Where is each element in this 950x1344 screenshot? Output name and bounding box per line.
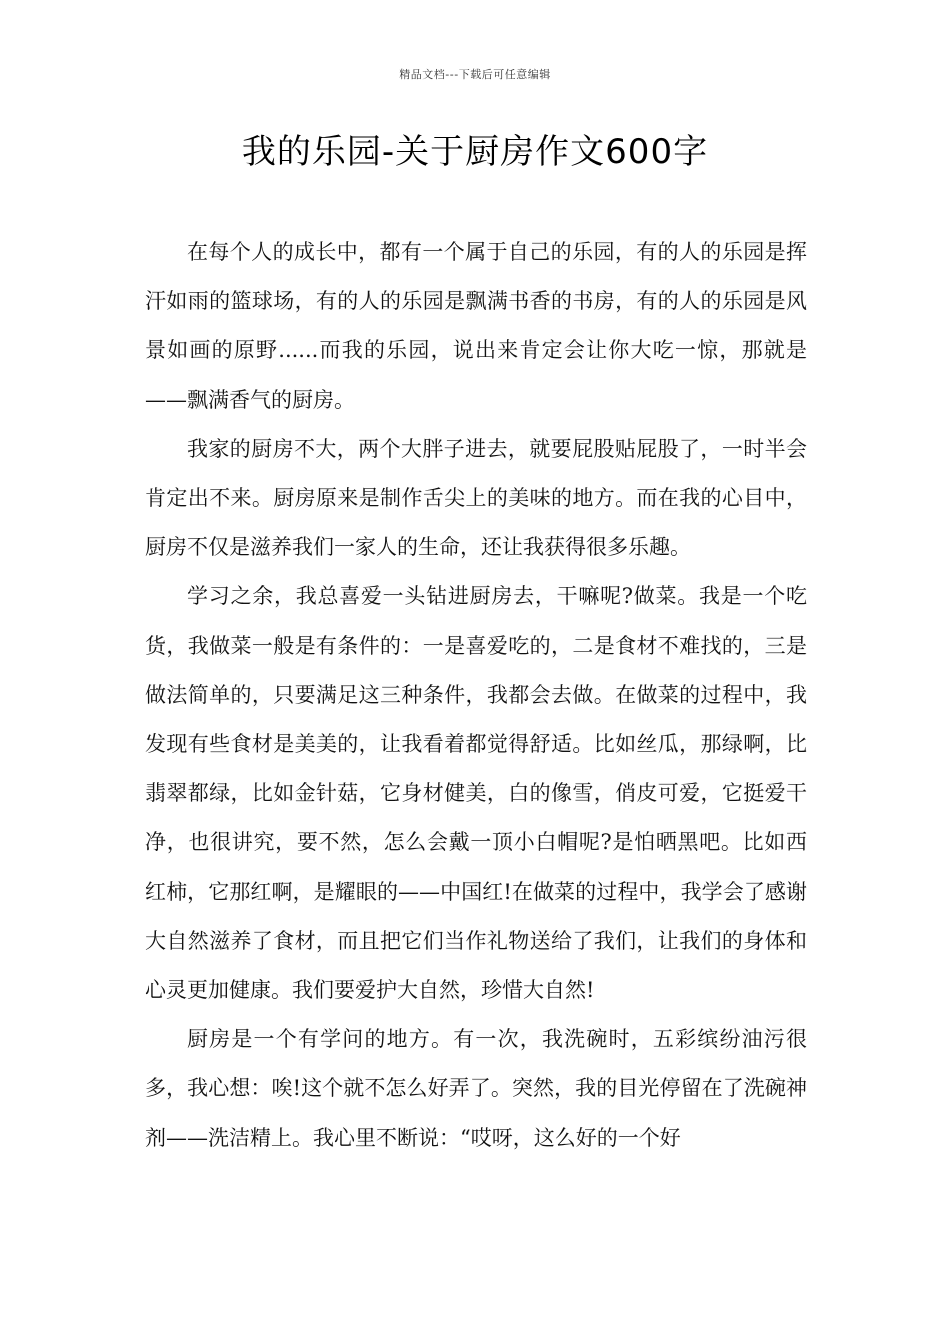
paragraph-2: 我家的厨房不大，两个大胖子进去，就要屁股贴屁股了，一时半会肯定出不来。厨房原来是制作舌尖上的美味的地方。而在我的心目中，厨房不仅是滋养我们一家人的生命，还让我获得很多乐趣。 <box>145 436 807 560</box>
paragraph-4: 厨房是一个有学问的地方。有一次，我洗碗时，五彩缤纷油污很多，我心想：唉!这个就不怎么好弄了。突然，我的目光停留在了洗碗神剂——洗洁精上。我心里不断说：“哎呀，这么好的一个好 <box>145 1027 807 1150</box>
paragraph-1: 在每个人的成长中，都有一个属于自己的乐园，有的人的乐园是挥汗如雨的篮球场，有的人的乐园是飘满书香的书房，有的人的乐园是风景如画的原野......而我的乐园，说出来肯定会让你大吃一惊，那就是——飘满香气的厨房。 <box>145 240 807 412</box>
document-body <box>145 228 807 1163</box>
document-title: 我的乐园-关于厨房作文600字 <box>241 132 709 172</box>
paragraph-3: 学习之余，我总喜爱一头钻进厨房去，干嘛呢?做菜。我是一个吃货，我做菜一般是有条件的：一是喜爱吃的，二是食材不难找的，三是做法简单的，只要满足这三种条件，我都会去做。在做菜的过程中，我发现有些食材是美美的，让我看着都觉得舒适。比如丝瓜，那绿啊，比翡翠都绿，比如金针菇，它身材健美，白的像雪，俏皮可爱，它挺爱干净，也很讲究，要不然，怎么会戴一顶小白帽呢?是怕晒黑吧。比如西红柿，它那红啊，是耀眼的——中国红!在做菜的过程中，我学会了感谢大自然滋养了食材，而且把它们当作礼物送给了我们，让我们的身体和心灵更加健康。我们要爱护大自然，珍惜大自然! <box>145 584 807 1003</box>
page-header-note: 精品文档---下载后可任意编辑 <box>399 68 551 81</box>
